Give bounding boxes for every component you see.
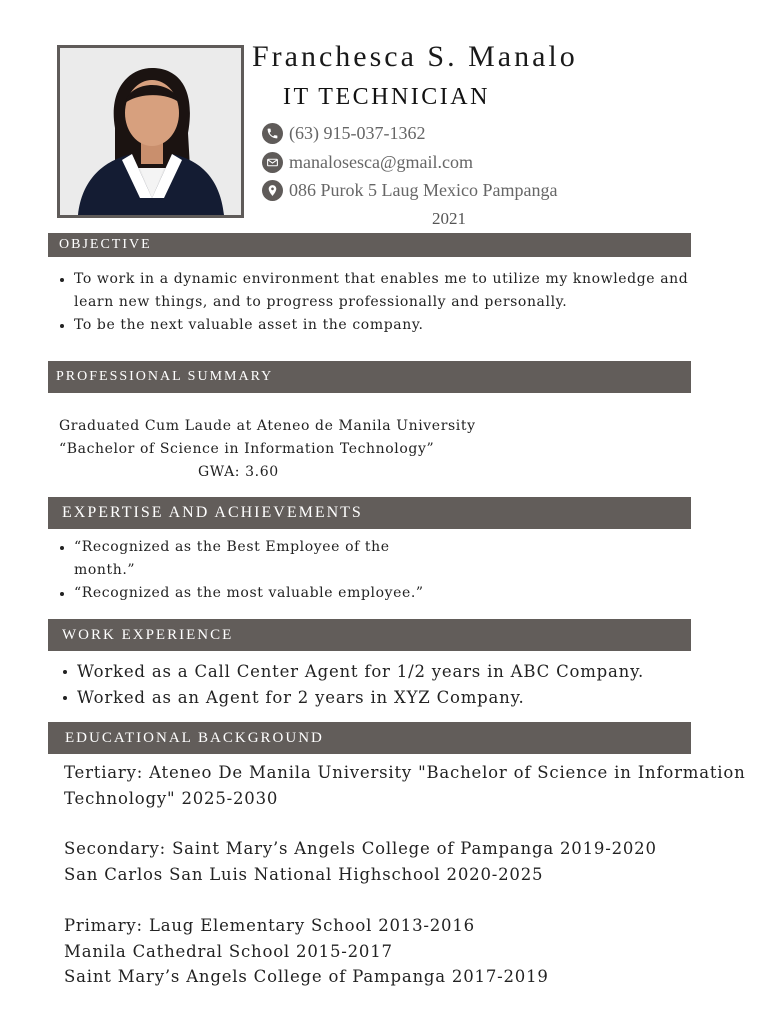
phone-icon: [262, 123, 283, 144]
phone-row: [262, 121, 425, 145]
objective-title: OBJECTIVE: [59, 237, 152, 252]
email-icon: [262, 152, 283, 173]
work-item: Worked as a Call Center Agent for 1/2 years in ABC Company.: [59, 659, 644, 685]
work-list: [59, 659, 644, 711]
objective-list: [56, 268, 688, 337]
phone-number: (63) 915-037-1362: [289, 122, 426, 143]
home-address: 086 Purok 5 Laug Mexico Pampanga: [289, 179, 558, 200]
summary-degree-line: Graduated Cum Laude at Ateneo de Manila University: [59, 418, 476, 434]
education-tertiary: Tertiary: Ateneo De Manila University "Bachelor of Science in Information: [64, 763, 746, 782]
expertise-item: “Recognized as the Best Employee of the: [56, 536, 424, 559]
education-secondary-2: San Carlos San Luis National Highschool 2020-2025: [64, 865, 544, 884]
objective-item-continuation: learn new things, and to progress professionally and personally.: [74, 294, 568, 310]
education-primary-2: Manila Cathedral School 2015-2017: [64, 942, 393, 961]
location-icon: [262, 180, 283, 201]
summary-gwa: GWA: 3.60: [198, 464, 279, 480]
email-address: manalosesca@gmail.com: [289, 151, 474, 172]
education-secondary: Secondary: Saint Mary’s Angels College of Pampanga 2019-2020: [64, 839, 657, 858]
resume-year: 2021: [432, 209, 466, 228]
summary-program-line: “Bachelor of Science in Information Technology”: [59, 441, 435, 457]
objective-section-header: [48, 233, 691, 257]
profile-photo: [57, 45, 244, 218]
job-title: IT TECHNICIAN: [283, 84, 490, 110]
work-title: WORK EXPERIENCE: [62, 626, 234, 643]
work-item: Worked as an Agent for 2 years in XYZ Company.: [59, 685, 644, 711]
education-title: EDUCATIONAL BACKGROUND: [65, 729, 324, 746]
summary-section-header: [48, 361, 691, 393]
work-section-header: [48, 619, 691, 651]
objective-item: To work in a dynamic environment that enables me to utilize my knowledge and: [56, 268, 688, 291]
education-tertiary-continued: Technology" 2025-2030: [64, 789, 279, 808]
address-row: [262, 178, 557, 202]
education-primary-3: Saint Mary’s Angels College of Pampanga 2017-2019: [64, 967, 549, 986]
expertise-item-continuation: month.”: [74, 562, 136, 578]
expertise-list: [56, 536, 424, 605]
objective-item: To be the next valuable asset in the company.: [56, 314, 688, 337]
email-row: [262, 150, 473, 174]
candidate-name: Franchesca S. Manalo: [252, 40, 578, 73]
expertise-section-header: [48, 497, 691, 529]
expertise-title: EXPERTISE AND ACHIEVEMENTS: [62, 504, 363, 521]
education-section-header: [48, 722, 691, 754]
expertise-item: “Recognized as the most valuable employee.”: [56, 582, 424, 605]
education-primary: Primary: Laug Elementary School 2013-2016: [64, 916, 475, 935]
summary-title: PROFESSIONAL SUMMARY: [56, 369, 274, 384]
